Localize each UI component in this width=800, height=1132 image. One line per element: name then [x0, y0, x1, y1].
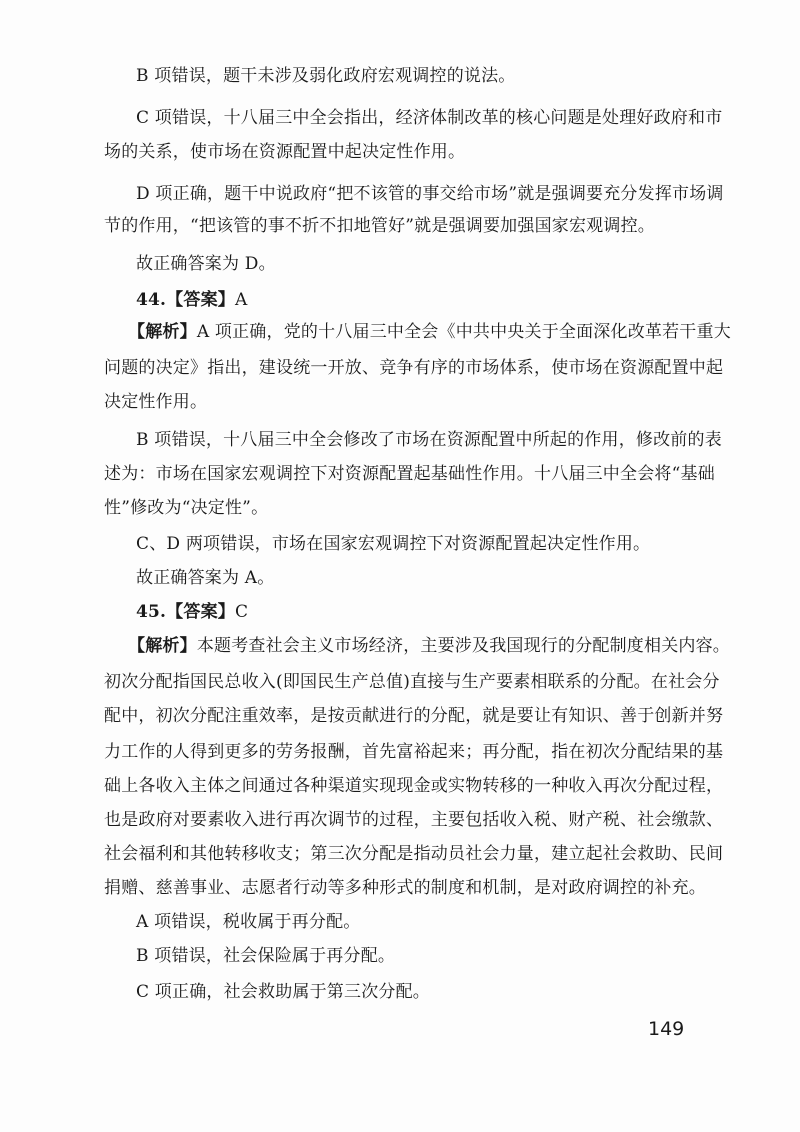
- text-line-24: 捐赠、慈善事业、志愿者行动等多种形式的制度和机制，是对政府调控的补充。: [104, 878, 706, 898]
- page-number: 149: [648, 1018, 685, 1040]
- text-line-3: 场的关系，使市场在资源配置中起决定性作用。: [104, 142, 466, 162]
- answer-44: 44.【答案】A: [136, 290, 248, 310]
- text-line-25: A 项错误，税收属于再分配。: [136, 912, 361, 932]
- text-line-19: 配中，初次分配注重效率，是按贡献进行的分配，就是要让有知识、善于创新并努: [104, 706, 724, 726]
- text-line-26: B 项错误，社会保险属于再分配。: [136, 946, 396, 966]
- text-line-6: 故正确答案为 D。: [136, 254, 276, 274]
- analysis-label: 【解析】: [128, 322, 197, 342]
- analysis-label: 【解析】: [128, 636, 197, 656]
- text-line-23: 社会福利和其他转移收支；第三次分配是指动员社会力量，建立起社会救助、民间: [104, 844, 724, 864]
- answer-label: 44.【答案】: [136, 290, 235, 310]
- text-line-18: 初次分配指国民总收入(即国民生产总值)直接与生产要素相联系的分配。在社会分: [104, 672, 720, 692]
- text-line-2: C 项错误，十八届三中全会指出，经济体制改革的核心问题是处理好政府和市: [136, 108, 723, 128]
- text-line-20: 力工作的人得到更多的劳务报酬，首先富裕起来；再分配，指在初次分配结果的基: [104, 742, 724, 762]
- text-line-15: 故正确答案为 A。: [136, 568, 275, 588]
- text-line-1: B 项错误，题干未涉及弱化政府宏观调控的说法。: [136, 66, 516, 86]
- answer-45: 45.【答案】C: [136, 602, 249, 622]
- answer-label: 45.【答案】: [136, 602, 235, 622]
- text-line-27: C 项正确，社会救助属于第三次分配。: [136, 982, 431, 1002]
- text-line-22: 也是政府对要素收入进行再次调节的过程，主要包括收入税、财产税、社会缴款、: [104, 810, 724, 830]
- text-line-11: B 项错误，十八届三中全会修改了市场在资源配置中所起的作用，修改前的表: [136, 430, 722, 450]
- text-line-12: 述为：市场在国家宏观调控下对资源配置起基础性作用。十八届三中全会将“基础: [104, 464, 715, 484]
- analysis-44: 【解析】A 项正确，党的十八届三中全会《中共中央关于全面深化改革若干重大: [128, 322, 731, 342]
- analysis-45: 【解析】本题考查社会主义市场经济，主要涉及我国现行的分配制度相关内容。: [128, 636, 731, 656]
- text-line-9: 问题的决定》指出，建设统一开放、竞争有序的市场体系，使市场在资源配置中起: [104, 358, 724, 378]
- text-line-4: D 项正确，题干中说政府“把不该管的事交给市场”就是强调要充分发挥市场调: [136, 184, 724, 204]
- text-line-14: C、D 两项错误，市场在国家宏观调控下对资源配置起决定性作用。: [136, 534, 651, 554]
- text-line-13: 性”修改为“决定性”。: [104, 498, 269, 518]
- text-line-10: 决定性作用。: [104, 392, 208, 412]
- text-line-5: 节的作用，“把该管的事不折不扣地管好”就是强调要加强国家宏观调控。: [104, 216, 655, 236]
- text-line-21: 础上各收入主体之间通过各种渠道实现现金或实物转移的一种收入再次分配过程，: [104, 776, 724, 796]
